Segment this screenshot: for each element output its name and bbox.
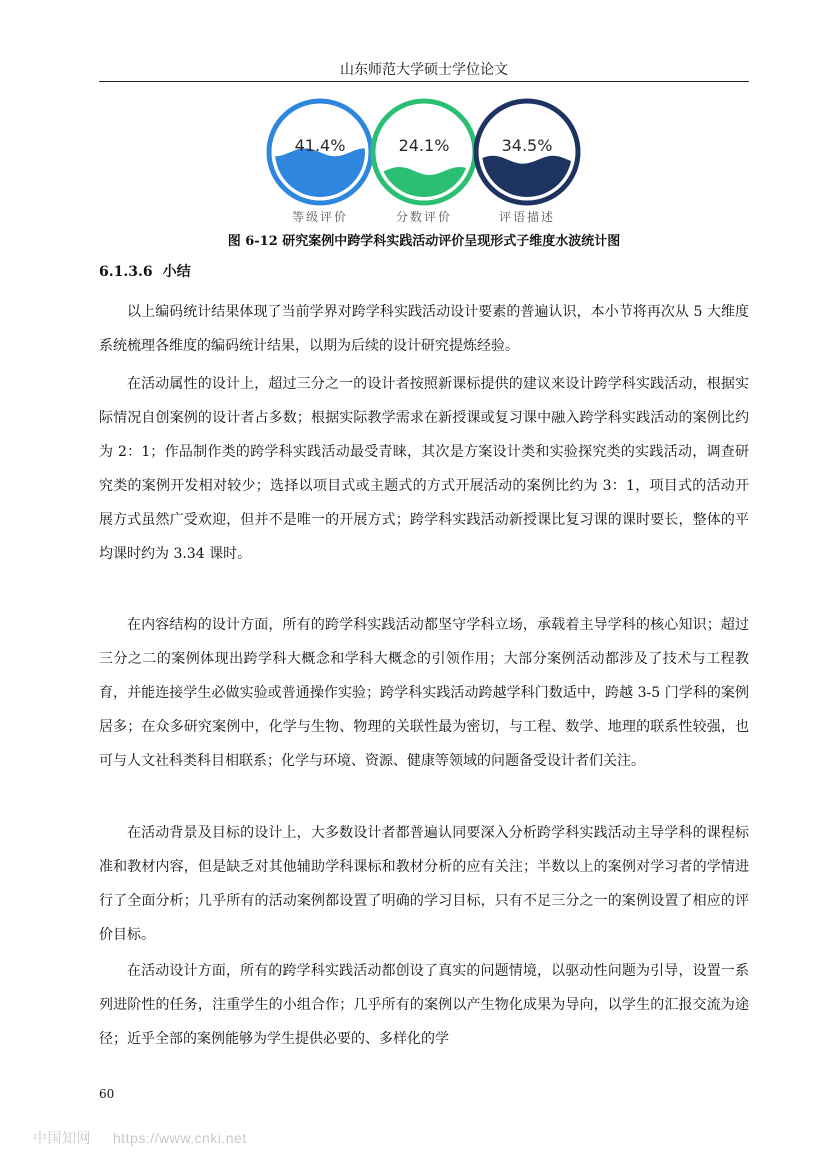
paragraph-5: 在活动设计方面，所有的跨学科实践活动都创设了真实的问题情境，以驱动性问题为引导，设置一系列进阶性的任务，注重学生的小组合作；几乎所有的案例以产生物化成果为导向，以学生的汇报交流为途径；近乎全部的案例能够为学生提供必要的、多样化的学 [99, 963, 749, 1047]
paragraph-4: 在活动背景及目标的设计上，大多数设计者都普遍认同要深入分析跨学科实践活动主导学科的课程标准和教材内容，但是缺乏对其他辅助学科课标和教材分析的应有关注；半数以上的案例对学习者的学情进行了全面分析；几乎所有的活动案例都设置了明确的学习目标，只有不足三分之一的案例设置了相应的评价目标。 [99, 825, 749, 943]
gauge-value-label: 34.5% [501, 136, 553, 155]
gauge-category-label: 评语描述 [498, 210, 556, 224]
watermark-url: https://www.cnki.net [113, 1130, 247, 1146]
paragraph-2: 在活动属性的设计上，超过三分之一的设计者按照新课标提供的建议来设计跨学科实践活动，根据实际情况自创案例的设计者占多数；根据实际教学需求在新授课或复习课中融入跨学科实践活动的案例比约为 2：1；作品制作类的跨学科实践活动最受青睐，其次是方案设计类和实验探究类的实践活动，调查研究类的案例开发相对较少；选择以项目式或主题式的方式开展活动的案例比约为 3：1，项目式的活动开展方式虽然广受欢迎，但并不是唯一的开展方式；跨学科实践活动新授课比复习课的课时要长，整体的平均课时约为 3.34 课时。 [99, 376, 749, 562]
paragraph-1: 以上编码统计结果体现了当前学界对跨学科实践活动设计要素的普遍认识，本小节将再次从 5 大维度系统梳理各维度的编码统计结果，以期为后续的设计研究提炼经验。 [99, 304, 749, 354]
section-title: 小结 [162, 264, 191, 280]
gauge-category-label: 分数评价 [395, 210, 453, 224]
water-wave-figure [0, 92, 827, 232]
gauge-category-label: 等级评价 [291, 210, 349, 224]
page-number: 60 [99, 1087, 115, 1101]
gauge-value-label: 41.4% [294, 136, 346, 155]
figure-caption: 图 6-12 研究案例中跨学科实践活动评价呈现形式子维度水波统计图 [227, 234, 621, 249]
watermark-brand: 中国知网 [33, 1130, 91, 1146]
gauge-water-fill [271, 148, 369, 201]
cnki-watermark [33, 1128, 247, 1148]
gauge-value-label: 24.1% [398, 136, 450, 155]
water-wave-gauges [0, 92, 827, 232]
wave-gauge [476, 101, 578, 224]
header-rule [99, 81, 749, 82]
wave-gauge [269, 101, 371, 224]
section-heading [99, 262, 191, 282]
section-number: 6.1.3.6 [99, 264, 153, 280]
wave-gauge [373, 101, 475, 224]
running-header: 山东师范大学硕士学位论文 [340, 62, 508, 78]
paragraph-3: 在内容结构的设计方面，所有的跨学科实践活动都坚守学科立场，承载着主导学科的核心知识；超过三分之二的案例体现出跨学科大概念和学科大概念的引领作用；大部分案例活动都涉及了技术与工程教育，并能连接学生必做实验或普通操作实验；跨学科实践活动跨越学科门数适中，跨越 3-5 门学科的案例居多；在众多研究案例中，化学与生物、物理的关联性最为密切，与工程、数学、地理的联系性较强，也可与人文社科类科目相联系；化学与环境、资源、健康等领域的问题备受设计者们关注。 [99, 617, 749, 769]
